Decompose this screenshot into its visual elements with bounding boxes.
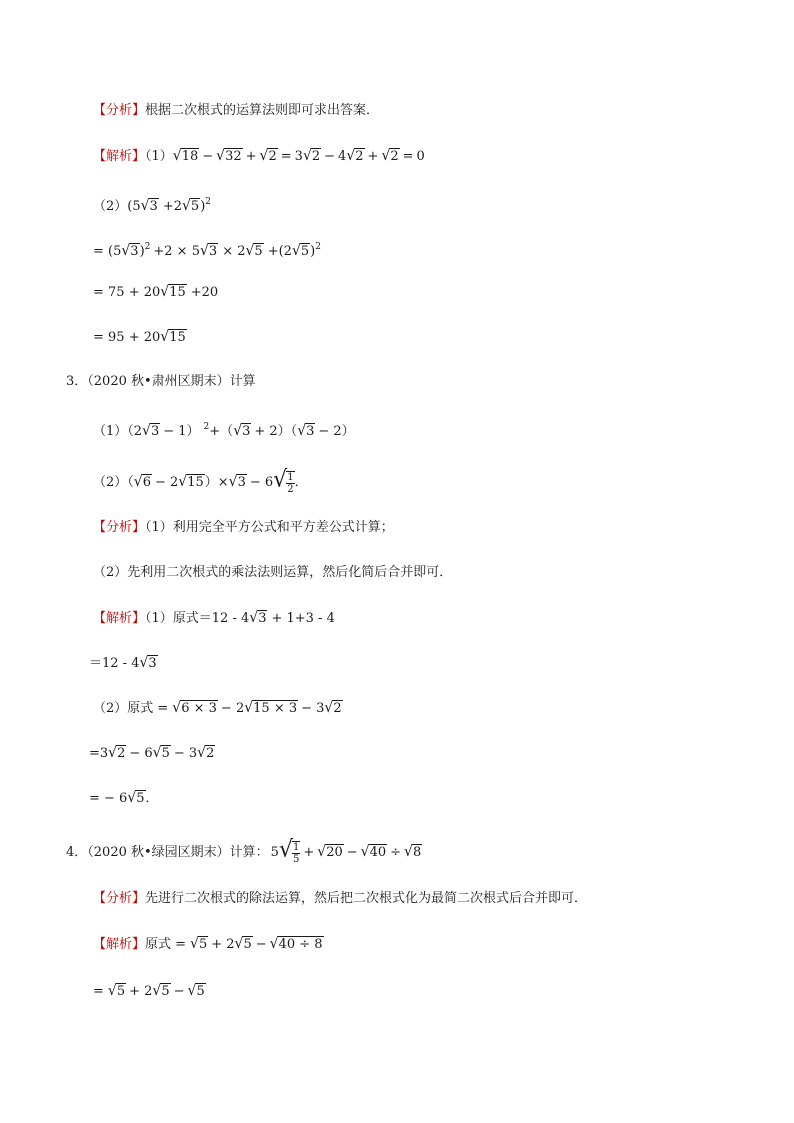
expr-text: ）×	[204, 475, 229, 490]
problem-3-analysis-2	[93, 563, 452, 583]
analysis-tag: 【分析】	[93, 891, 146, 906]
radicand: 15	[187, 475, 204, 490]
radical-sign: √	[346, 147, 356, 165]
radical-sign: √	[404, 843, 413, 861]
solution-line-4	[93, 282, 218, 302]
radical-sign: √	[121, 242, 131, 260]
analysis-text: 先进行二次根式的除法运算，然后把二次根式化为最简二次根式后合并即可．	[145, 891, 588, 906]
problem-3-item-1	[93, 417, 355, 440]
radicand: 6 × 3	[181, 701, 217, 716]
radical-sign: √	[234, 935, 244, 953]
radical-sign: √	[133, 473, 143, 491]
expr-text: =	[93, 984, 104, 999]
radical-sign: √	[291, 242, 301, 260]
radical-sign: √	[317, 843, 327, 861]
problem-3-solution-1	[93, 608, 335, 628]
problem-3-header	[66, 372, 256, 392]
expr-text: +2	[162, 199, 182, 214]
radicand: 3	[237, 475, 246, 490]
radicand: 3	[306, 424, 315, 439]
problem-source: （2020 秋•绿园区期末）计算：	[87, 845, 269, 860]
analysis-text: （2）先利用二次根式的乘法法则运算，然后化简后合并即可．	[93, 565, 453, 580]
radical-sign: √	[152, 982, 162, 1000]
coefficient: 3	[294, 149, 303, 164]
radicand: 3	[242, 424, 251, 439]
expr-text: + 2）（	[254, 424, 298, 439]
radicand: 6	[142, 475, 151, 490]
exponent: 2	[144, 242, 151, 252]
radicand: 3	[148, 656, 157, 671]
solution-line-1: 【解析】（1）√18 − √32 + √2 = 3√2 − 4√2 + √2 = 0	[93, 146, 425, 166]
analysis-line	[93, 101, 379, 121]
part-label: （2）	[93, 199, 128, 214]
expr-text: = 95 + 20	[93, 330, 161, 345]
expr-text: (5	[127, 199, 141, 214]
radical-sign: √	[107, 982, 117, 1000]
radical-sign: √	[127, 789, 137, 807]
fraction	[292, 841, 300, 865]
expr-text: − 3	[301, 701, 325, 716]
exponent: 2	[203, 422, 210, 432]
radical-sign: √	[278, 836, 293, 863]
radical-sign: √	[140, 197, 150, 215]
radical-sign: √	[228, 473, 238, 491]
expr-text: 5	[270, 845, 279, 860]
radical-sign: √	[233, 422, 243, 440]
radicand: 5	[161, 746, 170, 761]
expr-text: = (5	[93, 244, 122, 259]
fraction-numerator: 1	[292, 841, 300, 853]
radical-sign: √	[187, 982, 197, 1000]
expr-text: − 6	[129, 746, 153, 761]
expr-text: − 2	[220, 701, 245, 716]
operator: ÷	[390, 845, 402, 860]
radical-sign: √	[152, 744, 162, 762]
fraction	[286, 471, 294, 495]
radical-sign: √	[139, 654, 149, 672]
radical-sign: √	[297, 422, 307, 440]
expr-text: − 6	[249, 475, 274, 490]
problem-3-solution-5	[89, 788, 159, 808]
expr-text: − 2	[154, 475, 179, 490]
expr-text: − 1）	[163, 424, 200, 439]
radicand: 2	[390, 149, 399, 164]
radical-sign: √	[190, 935, 199, 953]
radicand: 15	[169, 330, 186, 345]
radicand: 5	[116, 984, 126, 999]
expr-text: = − 6	[89, 791, 128, 806]
radicand: 2	[268, 149, 277, 164]
radicand: 2	[355, 149, 364, 164]
fraction-numerator: 1	[287, 471, 294, 483]
expr-text: =3	[89, 746, 109, 761]
expr-text: 原式 =	[145, 937, 187, 952]
radical-sign: √	[273, 466, 288, 493]
radical-sign: √	[302, 147, 312, 165]
radical-sign: √	[172, 699, 182, 717]
operator: +	[303, 845, 315, 860]
problem-3-item-2	[93, 466, 308, 494]
radicand: 5	[161, 984, 170, 999]
radical-sign: √	[108, 744, 118, 762]
problem-number: 4．	[66, 845, 88, 860]
radicand: 40 ÷ 8	[278, 937, 323, 952]
exponent: 2	[205, 197, 212, 207]
radical-sign: √	[142, 422, 151, 440]
expr-text: − 2）	[318, 424, 355, 439]
radicand: 5	[196, 984, 205, 999]
radical-sign: √	[172, 147, 182, 165]
radicand: 5	[190, 199, 200, 214]
expr-text: )	[200, 199, 206, 214]
expr-text: （1）原式＝12 - 4	[145, 611, 250, 626]
operator: −	[173, 984, 185, 999]
radicand: 3	[150, 424, 160, 439]
problem-4-header	[66, 836, 422, 864]
analysis-tag: 【分析】	[93, 520, 146, 535]
problem-3-analysis-1	[93, 518, 394, 538]
expr-text: ．	[294, 475, 308, 490]
radical-sign: √	[360, 843, 370, 861]
radicand: 5	[136, 791, 145, 806]
problem-4-analysis	[93, 889, 587, 909]
part-label: （1）	[145, 149, 173, 164]
problem-source: （2020 秋•肃州区期末）计算	[87, 374, 256, 389]
radicand: 20	[326, 845, 343, 860]
analysis-text: （1）利用完全平方公式和平方差公式计算；	[145, 520, 394, 535]
radicand: 5	[243, 937, 252, 952]
analysis-text: 根据二次根式的运算法则即可求出答案．	[145, 103, 380, 118]
problem-3-solution-4	[89, 743, 215, 763]
radicand: 5	[254, 244, 263, 259]
operator: −	[346, 845, 358, 860]
expr-text: +20	[190, 285, 219, 300]
radicand: 32	[225, 149, 242, 164]
exponent: 2	[315, 242, 321, 252]
radical-sign: √	[160, 328, 170, 346]
radical-sign: √	[381, 147, 391, 165]
solution-tag: 【解析】	[93, 937, 146, 952]
radical-sign: √	[249, 609, 259, 627]
radicand: 2	[333, 701, 342, 716]
solution-tag: 【解析】	[93, 611, 146, 626]
fraction-denominator: 2	[287, 483, 294, 495]
expr-text: )	[139, 244, 145, 259]
radicand: 5	[198, 937, 208, 952]
radicand: 3	[258, 611, 267, 626]
problem-3-solution-2	[89, 653, 158, 673]
radical-sign: √	[269, 935, 279, 953]
result: 0	[416, 149, 425, 164]
radicand: 15	[169, 285, 186, 300]
operator: −	[255, 937, 267, 952]
expr-text: （1）（2	[93, 424, 143, 439]
radicand: 2	[117, 746, 126, 761]
expr-text: （2）原式 =	[93, 701, 169, 716]
expr-text: + 2	[129, 984, 153, 999]
coefficient: 4	[338, 149, 347, 164]
radical-sign: √	[244, 699, 254, 717]
solution-line-5	[93, 327, 187, 347]
problem-3-solution-3	[93, 698, 343, 718]
radical-sign: √	[197, 744, 207, 762]
expr-text: + 1+3 - 4	[271, 611, 335, 626]
radicand: 18	[181, 149, 199, 164]
fraction-denominator: 5	[292, 853, 300, 865]
radical-sign: √	[178, 473, 188, 491]
expr-text: − 3	[173, 746, 198, 761]
expr-text: +（	[209, 424, 234, 439]
radicand: 8	[412, 845, 422, 860]
expr-text: = 75 + 20	[93, 285, 161, 300]
radical-sign: √	[259, 147, 269, 165]
problem-4-solution-2	[93, 981, 206, 1001]
problem-4-solution-1	[93, 934, 324, 954]
radical-sign: √	[324, 699, 334, 717]
expr-text: + 2	[211, 937, 235, 952]
radicand: 3	[130, 244, 139, 259]
solution-tag: 【解析】	[93, 149, 146, 164]
expr-text: ＝12 - 4	[89, 656, 140, 671]
problem-number: 3．	[66, 374, 88, 389]
expr-text: （2）（	[93, 475, 134, 490]
expr-text: × 2	[222, 244, 246, 259]
solution-line-3	[93, 237, 321, 260]
radicand: 15 × 3	[253, 701, 298, 716]
radicand: 3	[149, 199, 158, 214]
radicand: 5	[300, 244, 310, 259]
solution-line-2	[93, 192, 212, 215]
radical-sign: √	[245, 242, 255, 260]
expr-text: +(2	[267, 244, 292, 259]
radicand: 2	[311, 149, 321, 164]
radical-sign: √	[216, 147, 226, 165]
radical-sign: √	[160, 283, 170, 301]
radicand: 3	[208, 244, 218, 259]
radicand: 40	[369, 845, 387, 860]
analysis-tag: 【分析】	[93, 103, 146, 118]
radicand: 2	[206, 746, 215, 761]
expr-text: +2 × 5	[153, 244, 200, 259]
expr-text: )	[310, 244, 316, 259]
radical-sign: √	[182, 197, 191, 215]
expr-text: ．	[145, 791, 159, 806]
radical-sign: √	[199, 242, 209, 260]
